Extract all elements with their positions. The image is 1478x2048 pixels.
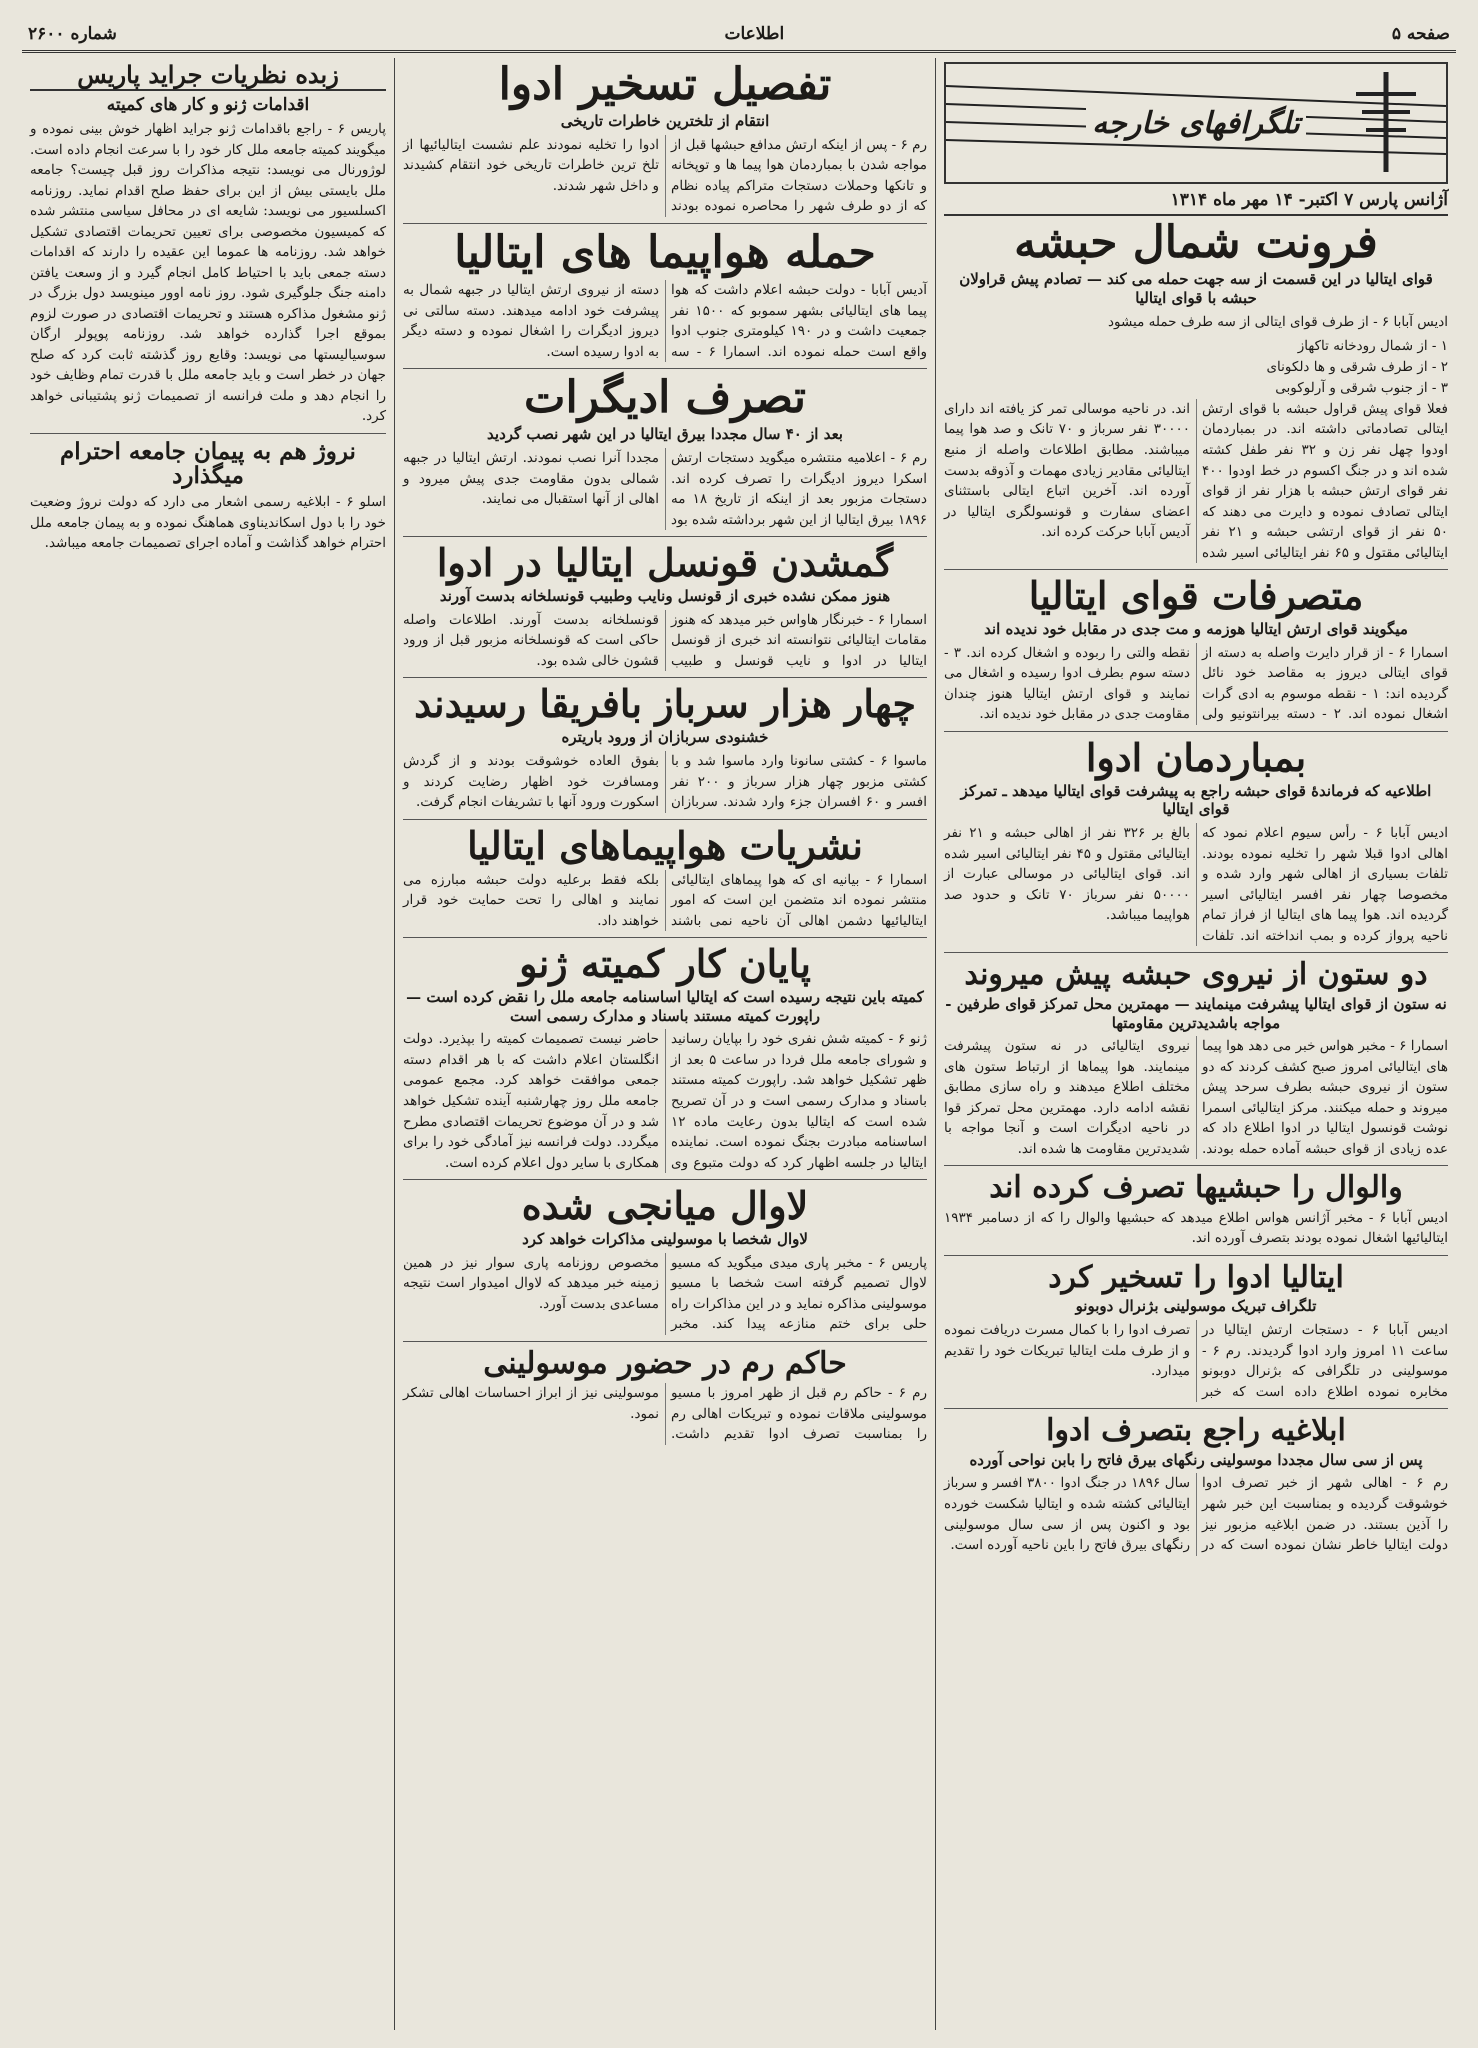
headline-adigrat: تصرف ادیگرات xyxy=(524,372,806,424)
divider xyxy=(30,433,386,434)
headline-italian-holdings: متصرفات قوای ایتالیا xyxy=(1028,573,1364,619)
subhead-geneva-committee: کمیته باین نتیجه رسیده است که ایتالیا اساسنامه جامعه ملل را نقض کرده است — راپورت کمیته مستند باسناد و مدارک رسمی است xyxy=(406,987,924,1025)
subhead-adigrat: بعد از ۴۰ سال مجددا بیرق ایتالیا در این شهر نصب گردید xyxy=(487,425,843,444)
page-label: صفحه ۵ xyxy=(1391,24,1450,44)
divider xyxy=(944,731,1448,732)
article-body: ادیس آبابا ۶ - دستجات ارتش ایتالیا در ساعت ۱۱ امروز وارد ادوا گردیدند. رم ۶ - موسولینی در تلگرافی که بژنرال دوبونو مخابره نموده اطلاع داده است که خبر تصرف ادوا را با کمال مسرت دریافت نموده و از طرف ملت ایتالیا تبریکات خود را تقدیم میدارد. xyxy=(944,1322,1449,1400)
headline-two-columns: دو ستون از نیروی حبشه پیش میروند xyxy=(964,957,1428,993)
article-body: ژنو ۶ - کمیته شش نفری خود را بپایان رسانید و شورای جامعه ملل فردا در ساعت ۵ بعد از ظهر تشکیل خواهد شد. راپورت کمیته مستند باسناد و مدارک رسمی است و در آن تصریح شده است که ایتالیا بدون رعایت ماده ۱۲ اساسنامه مبادرت بجنگ نموده است. نماینده ایتالیا در جلسه اظهار کرد که دولت متبوع وی حاضر نیست تصمیمات کمیته را بپذیرد. دولت انگلستان اعلام داشت که با هر اقدام دسته جمعی موافقت خواهد کرد. مجمع عمومی جامعه ملل روز چهارشنبه آینده تشکیل خواهد شد و در آن موضوع تحریمات اقتصادی مطرح میگردد. دولت فرانسه نیز آمادگی خود را برای همکاری با سایر دول اعلام کرده است. xyxy=(403,1031,927,1171)
divider xyxy=(403,223,927,224)
divider xyxy=(944,1165,1448,1166)
article-body: ماسوا ۶ - کشتی سانونا وارد ماسوا شد و با کشتی مزبور چهار هزار سرباز و ۲۰۰ نفر افسر و ۶۰ افسران جزء وارد شدند. سربازان بفوق العاده خوشوقت بودند و از گردش ومسافرت خود اظهار رضایت کردند و اسکورت ورود آنها با تشریفات انجام گرفت. xyxy=(403,753,927,811)
divider xyxy=(944,569,1448,570)
subhead-laval: لاوال شخصا با موسولینی مذاکرات خواهد کرد xyxy=(522,1229,808,1248)
subhead-adwa-bombing: اطلاعیه که فرماندهٔ قوای حبشه راجع به پیشرفت قوای ایتالیا میدهد ـ تمرکز قوای ایتالیا xyxy=(960,781,1432,819)
subhead-geneva-actions: اقدامات ژنو و کار های کمیته xyxy=(106,95,310,115)
subhead-consul-missing: هنوز ممکن نشده خبری از قونسل ونایب وطبیب قونسلخانه بدست آورند xyxy=(439,587,891,606)
list-item: ۱ - از شمال رودخانه تاکهاز xyxy=(1297,338,1448,355)
headline-consul-missing: گمشدن قونسل ایتالیا در ادوا xyxy=(436,540,894,586)
divider xyxy=(403,1179,927,1180)
divider xyxy=(403,1341,927,1342)
list-item: ۲ - از طرف شرقی و ها دلکونای xyxy=(1266,359,1448,376)
left-column xyxy=(22,58,394,2030)
subhead-italian-holdings: میگویند قوای ارتش ایتالیا هوزمه و مت جدی در مقابل خود ندیده اند xyxy=(984,619,1408,638)
subhead-two-columns: نه ستون از قوای ایتالیا پیشرفت مینمایند — مهمترین محل تمرکز قوای طرفین - مواجه باشدیدترین مقاومتها xyxy=(945,994,1447,1032)
front-list xyxy=(944,336,1448,399)
divider xyxy=(944,952,1448,953)
headline-rome-governor: حاکم رم در حضور موسولینی xyxy=(483,1345,847,1381)
banner-title: تلگرافهای خارجه xyxy=(1086,106,1306,141)
issue-number: شماره ۲۶۰۰ xyxy=(28,24,117,44)
headline-norway: نروژ هم به پیمان جامعه احترام میگذارد xyxy=(60,437,356,489)
headline-air-attack: حمله هواپیما های ایتالیا xyxy=(454,227,876,278)
agency-dateline: آژانس پارس ۷ اکتبر- ۱۴ مهر ماه ۱۳۱۴ xyxy=(944,190,1448,216)
article-body: رم ۶ - اعلامیه منتشره میگوید دستجات ارتش اسکرا دیروز ادیگرات را تصرف کرده اند. دستجات مزبور بعد از اینکه از تاریخ ۱۸ مه ۱۸۹۶ بیرق ایتالیا از این شهر برداشته شده بود مجددا آنرا نصب نمودند. ارتش ایتالیا در جبهه شمالی بدون مقاومت جدی پیش میرود و اهالی از آنها استقبال می نمایند. xyxy=(403,450,927,528)
subhead-adwa-details: انتقام از تلخترین خاطرات تاریخی xyxy=(560,112,770,131)
headline-leaflets: نشریات هواپیماهای ایتالیا xyxy=(467,822,863,868)
divider xyxy=(403,536,927,537)
headline-soldiers-arrive: چهار هزار سرباز بافریقا رسیدند xyxy=(414,681,916,727)
divider xyxy=(944,1255,1448,1256)
headline-geneva-committee: پایان کار کمیته ژنو xyxy=(519,941,811,987)
article-intro: ادیس آبابا ۶ - از طرف قوای ایتالی از سه طرف حمله میشود xyxy=(1107,313,1448,330)
article-body: آدیس آبابا - دولت حبشه اعلام داشت که هوا پیما های ایتالیائی بشهر سموبو که ۱۵۰۰ نفر جمعیت داشت و در ۱۹۰ کیلومتری جنوب ادوا واقع است حمله نموده اند. اسمارا ۶ - سه دسته از نیروی ارتش ایتالیا در جبهه شمال به پیشرفت خود ادامه میدهند. دسته سالتی نی دیروز ادیگرات را اشغال نموده و دسته دیگر به ادوا رسیده است. xyxy=(403,282,928,360)
subhead-soldiers-arrive: خشنودی سربازان از ورود باریتره xyxy=(561,728,769,747)
article-body: اسلو ۶ - ابلاغیه رسمی اشعار می دارد که دولت نروژ وضعیت خود را با دول اسکاندیناوی هماهنگ نموده و به پیمان جامعه ملل احترام خواهد گذاشت و آماده اجرای تصمیمات جامعه میباشد. xyxy=(30,494,386,552)
divider xyxy=(403,819,927,820)
headline-walwal: والوال را حبشیها تصرف کرده اند xyxy=(989,1170,1403,1206)
divider xyxy=(403,368,927,369)
article-body: اسمارا ۶ - مخبر هواس خبر می دهد هوا پیما های ایتالیائی امروز صبح کشف کردند که دو ستون از نیروی حبشه بطرف سرحد پیش میروند و حمله میکنند. مرکز ایتالیائی اسمرا نوشت قونسول ایتالیا در ادوا اطلاع داد که عده زیادی از قوای حبشه آماده حمله بودند. نیروی ایتالیائی در نه ستون پیشرفت مینمایند. هوا پیماها از ارتباط ستون های مختلف اطلاع میدهند و راه سازی مطابق نقشه ادامه دارد. مهمترین محل تمرکز قوا در ناحیه ادیگرات است و آنجا مواجه با شدیدترین مقاومت ها شده اند. xyxy=(944,1038,1448,1157)
headline-adwa-bombing: بمباردمان ادوا xyxy=(1085,734,1307,780)
telegram-banner xyxy=(944,62,1448,184)
divider xyxy=(403,677,927,678)
article-body: اسمارا ۶ - بیانیه ای که هوا پیماهای ایتالیائی منتشر نموده اند متضمن این است که امور ایتالیائیها دشمن اهالی آن ناحیه نمی باشند بلکه فقط برعلیه دولت حبشه مبارزه می نمایند و اهالی را تحت حمایت خود قرار خواهند داد. xyxy=(403,871,928,929)
article-body: رم ۶ - پس از اینکه ارتش مدافع حبشها قبل از مواجه شدن با بمباردمان هوا پیما ها و توپخانه و تانکها وحملات دستجات متراکم پیاده نظام که از دو طرف شهر را محاصره نموده بودند ادوا را تخلیه نمودند علم نشست ایتالیائیها از تلخ ترین خاطرات تاریخی خود انتقام کشیدند و داخل شهر شدند. xyxy=(403,136,927,215)
subhead-north-front: قوای ایتالیا در این قسمت از سه جهت حمله می کند — تصادم پیش قراولان حبشه با قوای ایتالیا xyxy=(959,270,1433,307)
right-column xyxy=(936,58,1456,2030)
article-body: رم ۶ - اهالی شهر از خبر تصرف ادوا خوشوقت گردیده و بمناسبت این خبر شهر را آذین بستند. در ضمن ابلاغیه مزبور نیز دولت ایتالیا خاطر نشان نموده است که در سال ۱۸۹۶ در جنگ ادوا ۳۸۰۰ افسر و سرباز ایتالیائی کشته شده و ایتالیا شکست خورده بود و اکنون پس از سی سال موسولینی رنگهای بیرق فاتح را باین ناحیه آورده است. xyxy=(944,1475,1449,1554)
headline-adwa-captured: ایتالیا ادوا را تسخیر کرد xyxy=(1048,1259,1344,1295)
divider xyxy=(944,1408,1448,1409)
paper-name: اطلاعات xyxy=(724,24,785,44)
article-body: فعلا قوای پیش قراول حبشه با قوای ارتش ایتالی تصادماتی داشته اند. در بمباردمان اودوا چهل نفر زن و ۳۲ نفر طفل کشته شده اند و در جنگ اکسوم در خط اودوا ۴۰۰ نفر قوای ارتش حبشه با هزار نفر از قوای ایتالی تصادف نموده و دایرت می دهند که ۵۰ نفر از قوای ارتشی حبشه و ۲۱ نفر ایتالیائی مقتول و ۶۵ نفر ایتالیائی اسیر شده اند. در ناحیه موسالی تمر کز یافته اند دارای ۳۰۰۰۰ نفر سرباز و ۷۰ تانک و صد هوا پیما میباشند. مطابق اطلاعات واصله از منبع ایتالیائی مقادیر زیادی مهمات و آذوقه بدست آورده اند. آخرین اتباع ایتالی باستثنای اعضای سفارت و قونسولگری ایتالیا در آدیس آبابا حرکت کرده اند. xyxy=(944,400,1448,561)
headline-adwa-details: تفصیل تسخیر ادوا xyxy=(498,59,832,110)
masthead xyxy=(22,18,1456,53)
list-item: ۳ - از جنوب شرقی و آرلوکوبی xyxy=(1275,380,1448,397)
article-body: پاریس ۶ - راجع باقدامات ژنو جراید اظهار خوش بینی نموده و میگویند کمیته جامعه ملل کار خود را با سرعت انجام داده است. لوژورنال می نویسد: نتیجه مذاکرات روز قبل چیست؟ جامعه ملل بایستی بیش از این برای حفظ صلح اقدام نماید. روزنامه اکسلسیور می نویسد: شایعه ای در محافل سیاسی منتشر شده که کمیسیون مخصوصی برای تعیین تحریمات اقتصادی تشکیل خواهد شد. روزنامه ها عموما این عقیده را دارند که اقدامات دسته جمعی باید با احتیاط کامل انجام گیرد و از وسعت یافتن دامنه جنگ جلوگیری شود. روز نامه اوور مینویسد دول بزرگ در ژنو مشغول مذاکره هستند و تحریمات اقتصادی در صورت لزوم بموقع اجرا گذارده خواهد شد. روزنامه پوپولر ارگان سوسیالیستها می نویسد: وقایع روز گذشته ثابت کرد که صلح جهان در خطر است و باید جامعه ملل با قدرت تمام وظایف خود را انجام دهد و ملت فرانسه از تصمیمات ژنو پشتیبانی خواهد کرد. xyxy=(30,121,386,425)
divider xyxy=(403,937,927,938)
article-body: اسمارا ۶ - از قرار دایرت واصله به دسته از قوای ایتالی دیروز به مقاصد خود نائل گردیده اند: ۱ - نقطه موسوم به ادی گرات اشغال نموده اند. ۲ - دسته بیرانتونیو ولی نقطه والتی را ربوده و اشغال کرده اند. ۳ - دسته سوم بطرف ادوا رسیده و اشغال می نمایند و قوای ارتش ایتالیا هنوز چندان مقاومت جدی در مقابل خود ندیده اند. xyxy=(944,644,1449,723)
headline-paris-press: زبده نظریات جراید پاریس xyxy=(30,60,386,91)
newspaper-page xyxy=(22,18,1456,2030)
middle-column xyxy=(394,58,936,2030)
article-body: ادیس آبابا ۶ - مخبر آژانس هواس اطلاع میدهد که حبشیها والوال را که از دسامبر ۱۹۳۴ ایتالیائیها اشغال نموده بودند بتصرف آورده اند. xyxy=(944,1209,1448,1247)
subhead-communique: پس از سی سال مجددا موسولینی رنگهای بیرق فاتح را بابن نواحی آورده xyxy=(969,1450,1423,1469)
headline-north-front: فرونت شمال حبشه xyxy=(1014,217,1378,268)
headline-laval: لاوال میانجی شده xyxy=(521,1183,809,1229)
subhead-adwa-captured: تلگراف تبریک موسولینی بژنرال دوبونو xyxy=(1075,1297,1317,1316)
article-body: پاریس ۶ - مخبر پاری میدی میگوید که مسیو لاوال تصمیم گرفته است شخصا با مسیو موسولینی مذاکره نماید و در این مذاکرات راه حلی برای ختم منازعه پیدا کند. مخبر مخصوص روزنامه پاری سوار نیز در همین زمینه خبر میدهد که لاوال امیدوار است نتیجه مساعدی بدست آورد. xyxy=(403,1254,927,1333)
headline-communique: ابلاغیه راجع بتصرف ادوا xyxy=(1046,1413,1346,1449)
article-body: اسمارا ۶ - خبرنگار هاواس خبر میدهد که هنوز مقامات ایتالیائی نتوانسته اند خبری از قونسل ایتالیا در ادوا و نایب قونسل و طبیب قونسلخانه بدست آورند. اطلاعات واصله حاکی است که قونسلخانه مزبور قبل از ورود قشون خالی شده بود. xyxy=(403,611,927,669)
article-body: ادیس آبابا ۶ - رأس سیوم اعلام نمود که اهالی ادوا قبلا شهر را تخلیه نموده بودند. تلفات بسیاری از اهالی شهر وارد شده و مخصوصا چهار نفر افسر ایتالیائی اسیر گردیده اند. هوا پیما های ایتالیا از فراز تمام ناحیه پرواز کرده و بمب انداخته اند. تلفات بالغ بر ۳۲۶ نفر از اهالی حبشه و ۲۱ نفر ایتالیائی مقتول و ۴۵ نفر ایتالیائی اسیر شده اند. قوای ایتالیائی در موسالی عبارت از ۵۰۰۰۰ نفر سرباز ۷۰ تانک و حدود صد هواپیما میباشد. xyxy=(944,825,1448,944)
article-body: رم ۶ - حاکم رم قبل از ظهر امروز با مسیو موسولینی ملاقات نموده و تبریکات اهالی رم را بمناسبت تصرف ادوا تقدیم داشت. موسولینی نیز از ابراز احساسات اهالی تشکر نمود. xyxy=(403,1385,928,1443)
